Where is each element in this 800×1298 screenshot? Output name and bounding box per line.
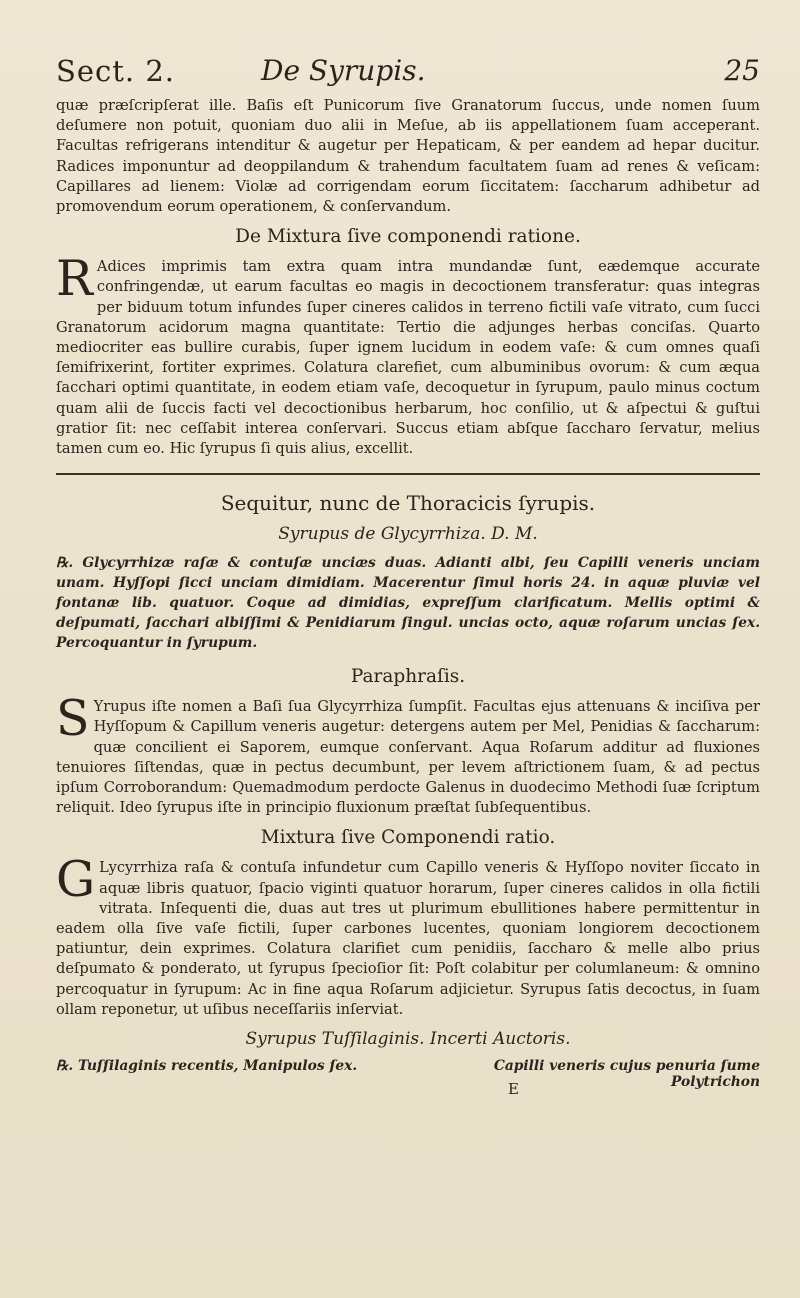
drop-cap: S [56,690,90,748]
recipe-text: ℞. Glycyrrhizæ raſæ & contuſæ unciæs duas. Adianti albi, ſeu Capilli veneris unciam unam. Hyſſopi ſicci unciam dimidiam. Macerentur ſimul horis 24. in aquæ pluviæ vel fontanæ lib. quatuor. Coque ad dimidias, expreſſum clarificatum. Mellis optimi & deſpumati, ſacchari albiſſimi & Penidiarum ſingul. uncias octo, aquæ roſarum uncias ſex. Percoquantur in ſyrupum. [56,555,760,652]
signature-mark: E [508,1080,519,1099]
componendi-paragraph [56,851,760,1020]
section-number: Sect. 2. [56,54,176,88]
section-divider [56,473,760,475]
recipe-title: Syrupus de Glycyrrhiza. D. M. [278,524,538,545]
section-heading-paraphrasis: Paraphraſis. [350,666,466,688]
mixtura-paragraph [56,250,760,459]
componendi-text: Lycyrrhiza raſa & contuſa infundetur cum Capillo veneris & Hyſſopo noviter ſiccato in aquæ libris quatuor, ſpacio viginti quatuor horarum, ſuper cineres calidos in olla fictili vitrata. Inſequenti die, duas aut tres ut plurimum ebullitiones habere permittentur in eadem olla ſive vaſe fictili, ſuper carbones lucentes, quoniam longiorem decoctionem patiuntur, dein exprimes. Colatura clarifiet cum penidiis, ſaccharo & melle albo prius deſpumato & ponderato, ut ſyrupus ſpecioſior ſit: Poſt colabitur per columlaneum: & omnino percoquatur in ſyrupum: Ac in fine aqua Roſarum adjicietur. Syrupus ſatis decoctus, in ſuam ollam reponetur, ut uſibus neceſſariis inſerviat. [56,859,760,1018]
mixtura-text: Adices imprimis tam extra quam intra mundandæ ſunt, eædemque accurate confringendæ, ut earum facultas eo magis in decoctionem transferatur: quas integras per biduum totum infundes ſuper cineres calidos in terreno fictili vaſe vitrato, cum ſucci Granatorum acidorum magna quantitate: Tertio die adjunges herbas conciſas. Quarto mediocriter eas bullire curabis, ſuper ignem lucidum in eodem vaſe: & cum omnes quaſi ſemifrixerint, fortiter exprimes. Colatura clarefiet, cum albuminibus ovorum: & cum æqua ſacchari optimi quantitate, in eodem etiam vaſe, decoquetur in ſyrupum, paulo minus coctum quam alii de ſuccis facti vel decoctionibus herbarum, hoc conſilio, ut & aſpectui & guſtui gratior ſit: nec ceſſabit interea conſervari. Succus etiam abſque ſaccharo ſervatur, melius tamen cum eo. Hic ſyrupus ſi quis alius, excellit. [56,258,760,458]
section-heading-componendi: Mixtura ſive Componendi ratio. [260,827,556,849]
section-heading-thoracicis: Sequitur, nunc de Thoracicis ſyrupis. [220,491,596,516]
intro-paragraph: quæ præſcripſerat ille. Baſis eſt Punicorum ſive Granatorum ſuccus, unde nomen ſuum deſumere non potuit, quoniam duo alii in Meſue, ab iis appellationem ſuam acceperant. Facultas refrigerans intenditur & augetur per Hepaticam, & per eandem ad hepar ducitur. Radices imponuntur ad deoppilandum & trahendum facultatem ſuam ad renes & veſicam: Capillares ad lienem: Violæ ad corrigendam eorum ſiccitatem: ſaccharum adhibetur ad promovendum eorum operationem, & conſervandum. [56,97,760,216]
drop-cap: R [56,250,93,308]
section-heading-mixtura: De Mixtura ſive componendi ratione. [235,226,581,248]
running-header [56,48,760,96]
drop-cap: G [56,851,96,909]
recipe-left-column: ℞. Tuſſilaginis recentis, Manipulos ſex. [56,1058,358,1075]
paraphrasis-paragraph [56,690,760,818]
recipe-footer [56,1058,760,1102]
paraphrasis-text: Yrupus iſte nomen a Baſi ſua Glycyrrhiza ſumpſit. Facultas ejus attenuans & inciſiva per Hyſſopum & Capillum veneris augetur: detergens autem per Mel, Penidias & ſaccharum: quæ concilient ei Saporem, eumque conſervant. Aqua Roſarum additur ad fluxiones tenuiores ſiſtendas, quæ in pectus decumbunt, per levem aſtrictionem ſuam, & ad pectus ipſum Corroborandum: Quemadmodum perdocte Galenus in duodecimo Methodi ſuæ ſcriptum reliquit. Ideo ſyrupus iſte in principio fluxionum præſtat ſubſequentibus. [56,698,760,817]
page-number: 25 [724,54,760,87]
section-heading-tussilaginis: Syrupus Tuſſilaginis. Incerti Auctoris. [245,1029,571,1050]
running-title: De Syrupis. [261,54,426,87]
recipe-right-column: Capilli veneris cujus penuria ſume Polytrichon [493,1058,760,1091]
